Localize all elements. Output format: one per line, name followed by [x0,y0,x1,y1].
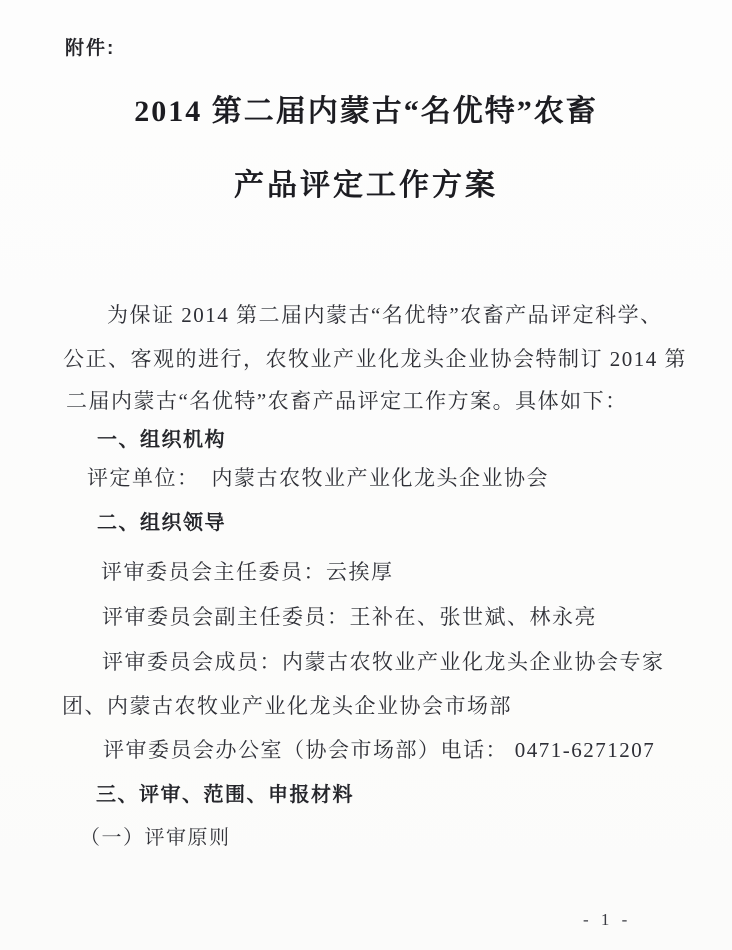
section-heading-leadership: 二、组织领导 [97,512,226,534]
paragraph-line: 评审委员会主任委员：云挨厚 [101,560,394,584]
paragraph-line: 公正、客观的进行，农牧业产业化龙头企业协会特制订 2014 第 [63,347,687,371]
document-title-line-2: 产品评定工作方案 [234,169,498,202]
subsection-heading-review-principles: （一）评审原则 [80,827,231,849]
paragraph-line: 二届内蒙古“名优特”农畜产品评定工作方案。具体如下： [66,389,628,413]
section-heading-review-scope-materials: 三、评审、范围、申报材料 [96,784,354,806]
section-heading-organization: 一、组织机构 [97,429,226,451]
paragraph-line: 评审委员会办公室（协会市场部）电话： 0471-6271207 [103,738,656,762]
paragraph-line: 为保证 2014 第二届内蒙古“名优特”农畜产品评定科学、 [107,303,663,327]
page-number: - 1 - [583,910,632,929]
paragraph-line: 评定单位： 内蒙古农牧业产业化龙头企业协会 [87,466,549,490]
paragraph-line: 评审委员会成员：内蒙古农牧业产业化龙头企业协会专家 [102,650,665,674]
paragraph-line: 团、内蒙古农牧业产业化龙头企业协会市场部 [62,694,512,718]
document-title-line-1: 2014 第二届内蒙古“名优特”农畜 [134,95,598,128]
attachment-label: 附件: [65,38,116,59]
paragraph-line: 评审委员会副主任委员：王补在、张世斌、林永亮 [102,605,597,629]
